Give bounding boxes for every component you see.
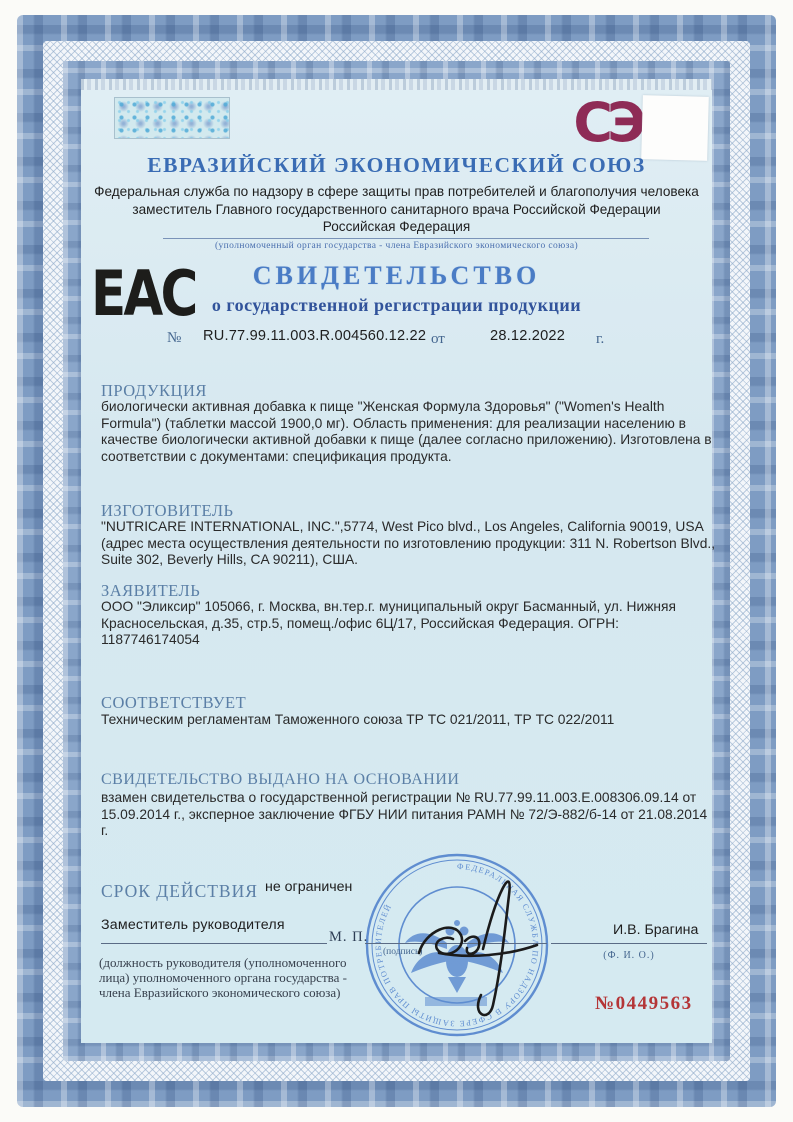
header-divider bbox=[163, 238, 649, 239]
certificate-inner-border bbox=[63, 61, 730, 1061]
section-body-corresponds: Техническим регламентам Таможенного союза ТР ТС 021/2011, ТР ТС 022/2011 bbox=[101, 712, 615, 727]
number-sign-label: № bbox=[167, 330, 182, 346]
hologram-blank-box bbox=[641, 95, 709, 161]
registration-date: 28.12.2022 bbox=[490, 328, 566, 344]
registration-number: RU.77.99.11.003.R.004560.12.22 bbox=[203, 328, 427, 344]
signer-position: Заместитель руководителя bbox=[101, 917, 285, 933]
authority-line: Федеральная служба по надзору в сфере защиты прав потребителей и благополучия человека bbox=[94, 184, 699, 199]
section-heading-applicant: ЗАЯВИТЕЛЬ bbox=[101, 581, 201, 600]
signer-name: И.В. Брагина bbox=[613, 922, 699, 938]
validity-label: СРОК ДЕЙСТВИЯ bbox=[101, 881, 258, 901]
validity-value: не ограничен bbox=[265, 879, 353, 895]
name-line bbox=[551, 943, 707, 944]
section-heading-corresponds: СООТВЕТСТВУЕТ bbox=[101, 693, 247, 712]
authority-caption: (уполномоченный орган государства - члена Евразийского экономического союза) bbox=[214, 241, 579, 251]
year-label: г. bbox=[596, 331, 605, 347]
position-caption: (должность руководителя (уполномоченного лица) уполномоченного органа государства - члена Евразийского экономического союза) bbox=[99, 955, 347, 1000]
section-heading-product: ПРОДУКЦИЯ bbox=[101, 381, 207, 400]
authority-lines bbox=[81, 183, 712, 236]
se-logo: СЭ bbox=[573, 91, 641, 154]
eac-mark: ЕАС bbox=[91, 257, 196, 331]
signature-caption: (подпись) bbox=[383, 947, 423, 957]
name-caption: (Ф. И. О.) bbox=[603, 950, 655, 961]
section-body-applicant: ООО "Эликсир" 105066, г. Москва, вн.тер.г. муниципальный округ Басманный, ул. Нижняя Красносельская, д.35, стр.5, помещ./офис 6Ц/17, Российская Федерация. ОГРН: 1187746174054 bbox=[101, 599, 676, 648]
section-body-product: биологически активная добавка к пище "Женская Формула Здоровья" ("Women's Health Formula") (таблетки массой 1900,0 мг). Область применения: для реализации населению в качестве биологически активной добавки к пище (далее согласно приложению). Изготовлена в соответствии с документами: спецификация продукта. bbox=[101, 399, 712, 464]
stamp-ring-text: ФЕДЕРАЛЬНАЯ СЛУЖБА ПО НАДЗОРУ В СФЕРЕ ЗАЩИТЫ ПРАВ ПОТРЕБИТЕЛЕЙ bbox=[373, 861, 541, 1029]
signature-line bbox=[101, 943, 327, 944]
hologram-stamp bbox=[114, 97, 230, 139]
certificate-outer-border bbox=[17, 15, 776, 1107]
stamp-place-label: М. П. bbox=[329, 929, 369, 945]
authority-line: заместитель Главного государственного санитарного врача Российской Федерации bbox=[132, 201, 661, 217]
security-strip bbox=[81, 79, 712, 90]
section-heading-basis: СВИДЕТЕЛЬСТВО ВЫДАНО НА ОСНОВАНИИ bbox=[101, 771, 460, 788]
section-body-manufacturer: "NUTRICARE INTERNATIONAL, INC.",5774, West Pico blvd., Los Angeles, California 90019, USA (адрес места осуществления деятельности по изготовлению продукции: 311 N. Robertson Blvd., Suite 302, Beverly Hills, CA 90211), США. bbox=[101, 519, 716, 568]
certificate-middle-border bbox=[43, 41, 750, 1081]
section-body-basis: взамен свидетельства о государственной регистрации № RU.77.99.11.003.E.008306.09.14 от 15.09.2014 г., эксперное заключение ФГБУ НИИ питания РАМН № 72/Э-882/б-14 от 21.08.2014 г. bbox=[101, 790, 708, 839]
authority-line: Российская Федерация bbox=[322, 219, 471, 234]
certificate-title: СВИДЕТЕЛЬСТВО bbox=[252, 261, 541, 290]
blank-serial-number: №0449563 bbox=[595, 993, 693, 1014]
registration-number-row bbox=[81, 327, 712, 349]
handwritten-signature bbox=[409, 857, 559, 1027]
certificate-subtitle: о государственной регистрации продукции bbox=[211, 295, 582, 315]
section-heading-manufacturer: ИЗГОТОВИТЕЛЬ bbox=[101, 501, 234, 520]
certificate-paper bbox=[81, 79, 716, 1043]
union-title: ЕВРАЗИЙСКИЙ ЭКОНОМИЧЕСКИЙ СОЮЗ bbox=[147, 153, 646, 177]
from-label: от bbox=[431, 331, 445, 347]
